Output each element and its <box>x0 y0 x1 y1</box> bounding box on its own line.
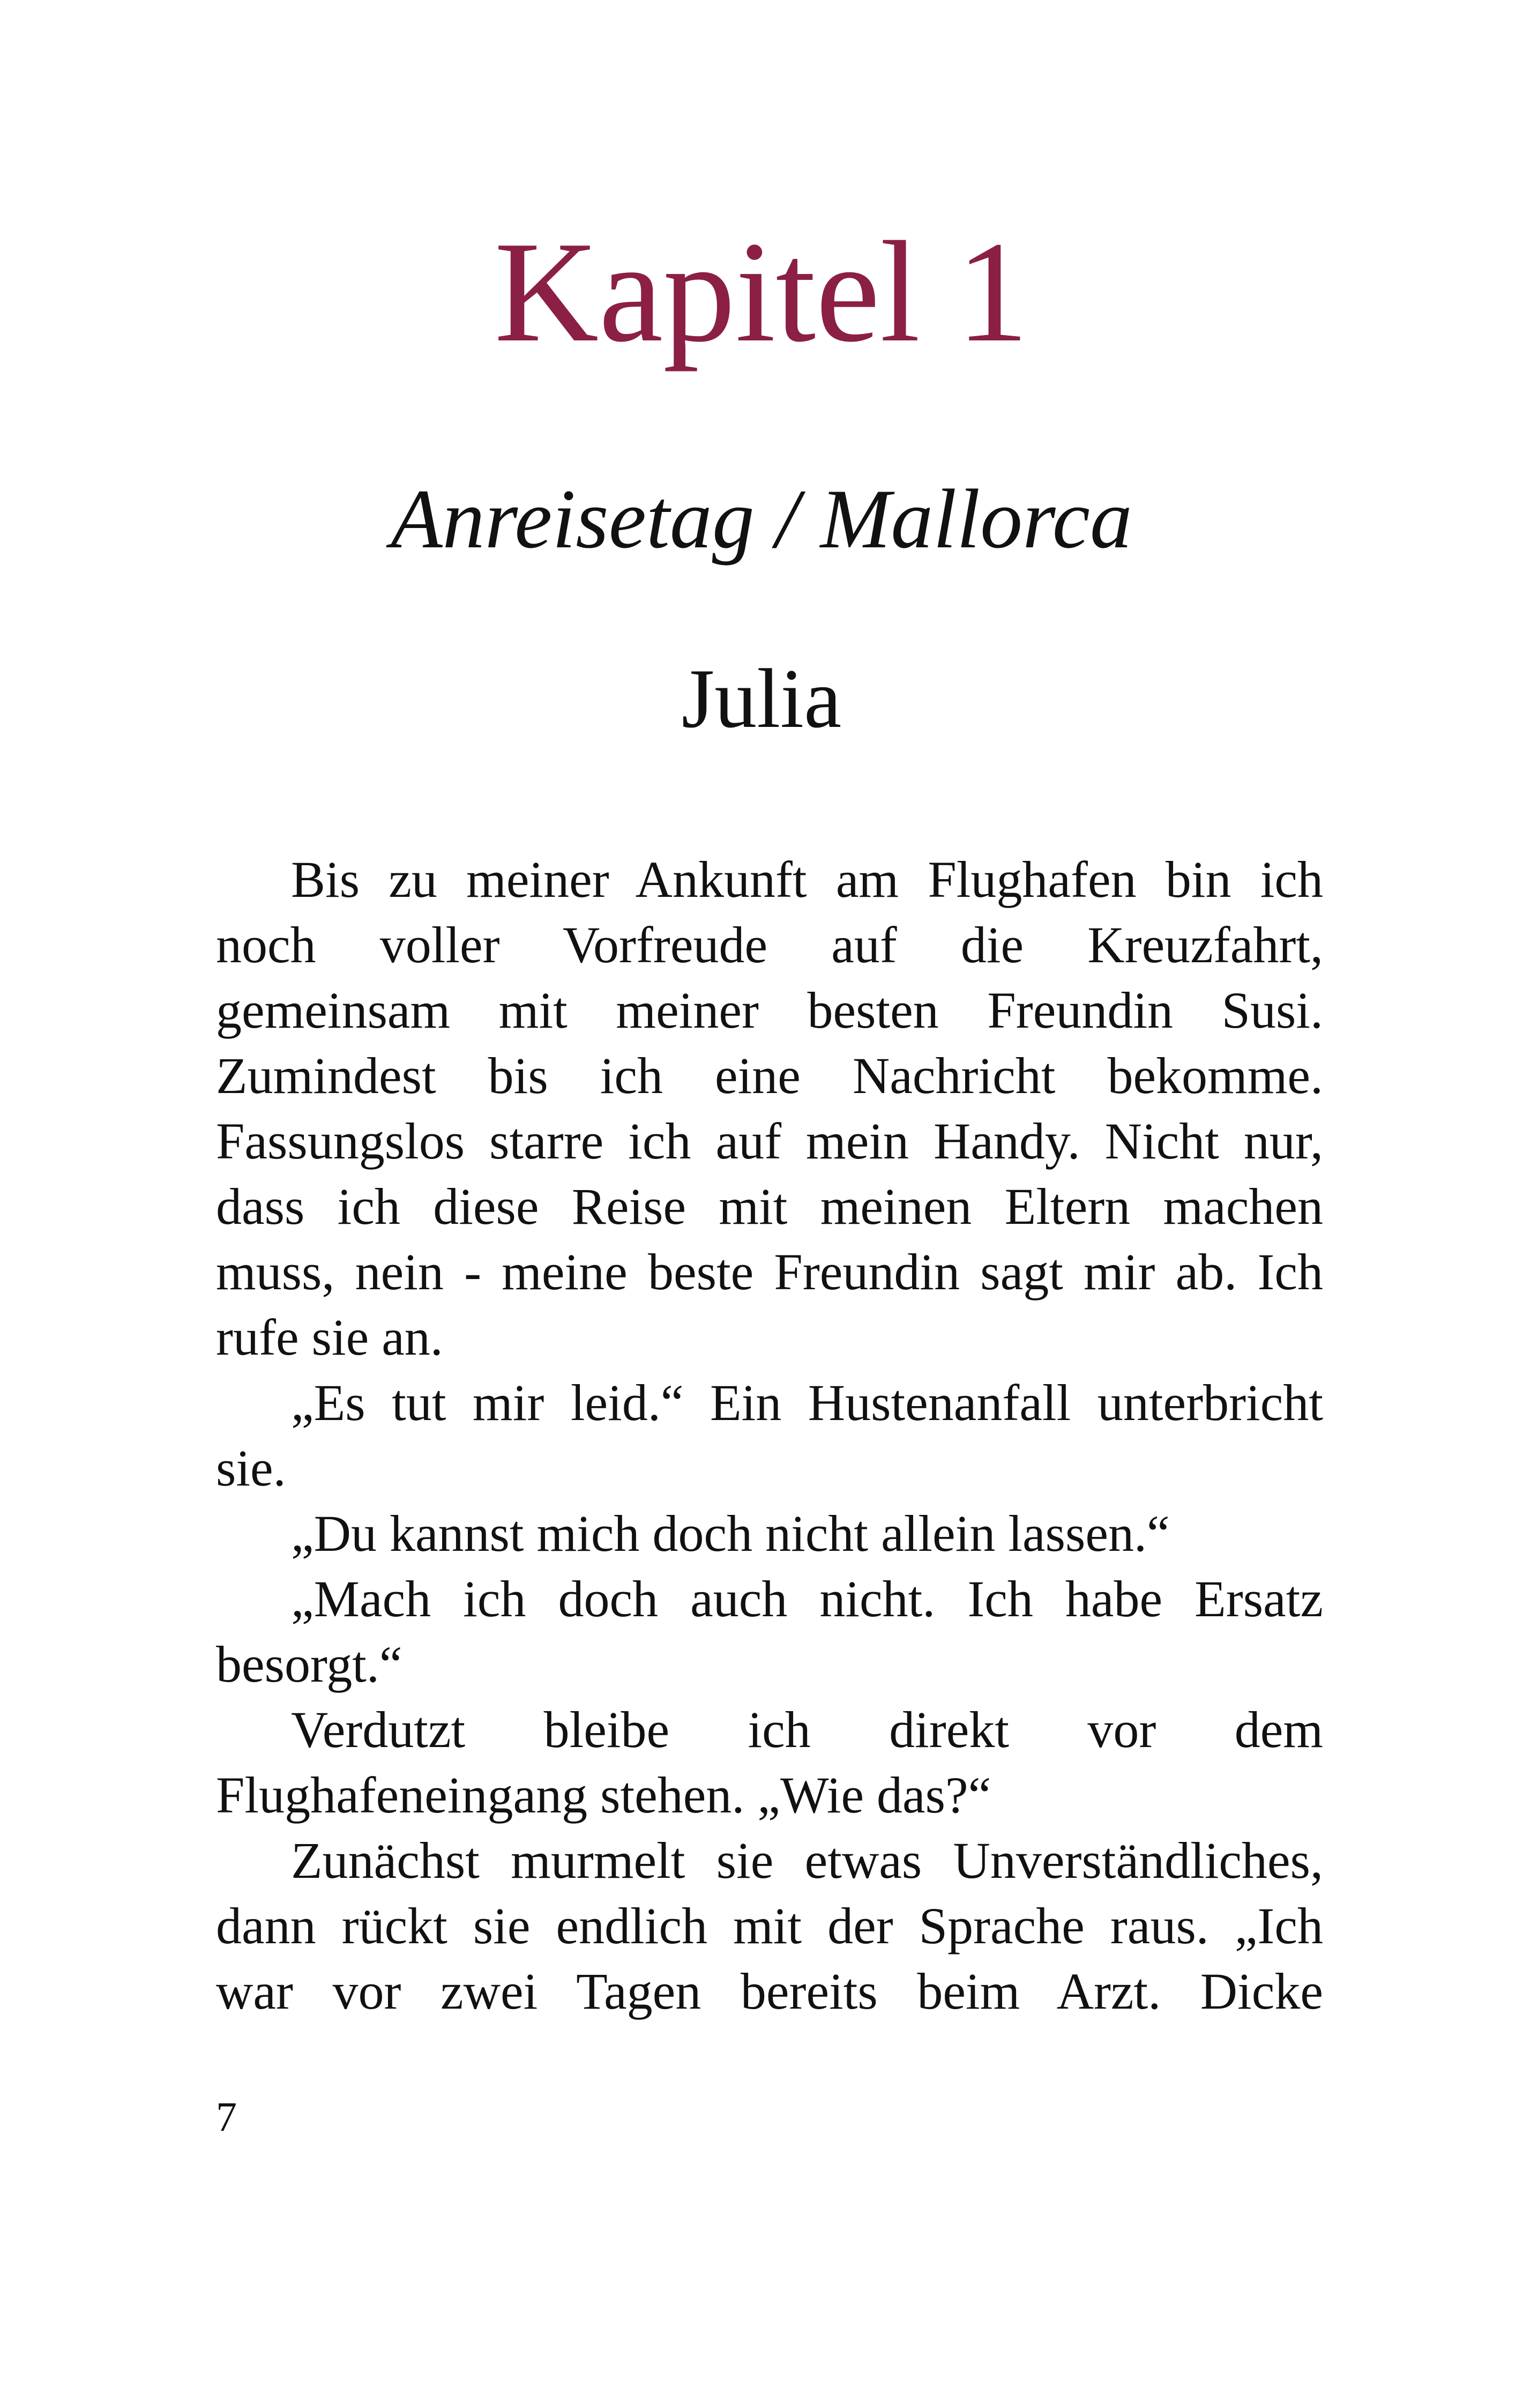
chapter-body-text <box>216 847 1323 2024</box>
text-line: „Mach ich doch auch nicht. Ich habe Ersatz <box>291 1570 1323 1627</box>
chapter-subtitle: Anreisetag / Mallorca <box>391 472 1132 566</box>
text-line: Verdutzt bleibe ich direkt vor dem <box>291 1701 1323 1758</box>
text-line: Flughafeneingang stehen. „Wie das?“ <box>216 1766 991 1824</box>
text-line: muss, nein - meine beste Freundin sagt mir ab. Ich <box>216 1243 1323 1300</box>
text-line: rufe sie an. <box>216 1309 443 1366</box>
text-line: war vor zwei Tagen bereits beim Arzt. Dicke <box>216 1963 1323 2020</box>
text-line: „Es tut mir leid.“ Ein Hustenanfall unterbricht <box>291 1374 1323 1431</box>
pov-character-heading: Julia <box>681 652 842 746</box>
text-line: dass ich diese Reise mit meinen Eltern machen <box>216 1178 1323 1235</box>
text-line: dann rückt sie endlich mit der Sprache raus. „Ich <box>216 1897 1323 1954</box>
chapter-title: Kapitel 1 <box>494 212 1029 372</box>
text-line: noch voller Vorfreude auf die Kreuzfahrt, <box>216 916 1323 973</box>
text-line: sie. <box>216 1439 286 1497</box>
text-line: Fassungslos starre ich auf mein Handy. Nicht nur, <box>216 1112 1323 1170</box>
text-line: besorgt.“ <box>216 1636 402 1693</box>
page-number: 7 <box>216 2093 237 2140</box>
text-line: „Du kannst mich doch nicht allein lassen.“ <box>291 1505 1170 1562</box>
text-line: Bis zu meiner Ankunft am Flughafen bin ich <box>291 851 1323 908</box>
text-line: gemeinsam mit meiner besten Freundin Susi. <box>216 982 1323 1039</box>
text-line: Zunächst murmelt sie etwas Unverständliches, <box>291 1832 1323 1889</box>
text-line: Zumindest bis ich eine Nachricht bekomme. <box>216 1047 1323 1104</box>
